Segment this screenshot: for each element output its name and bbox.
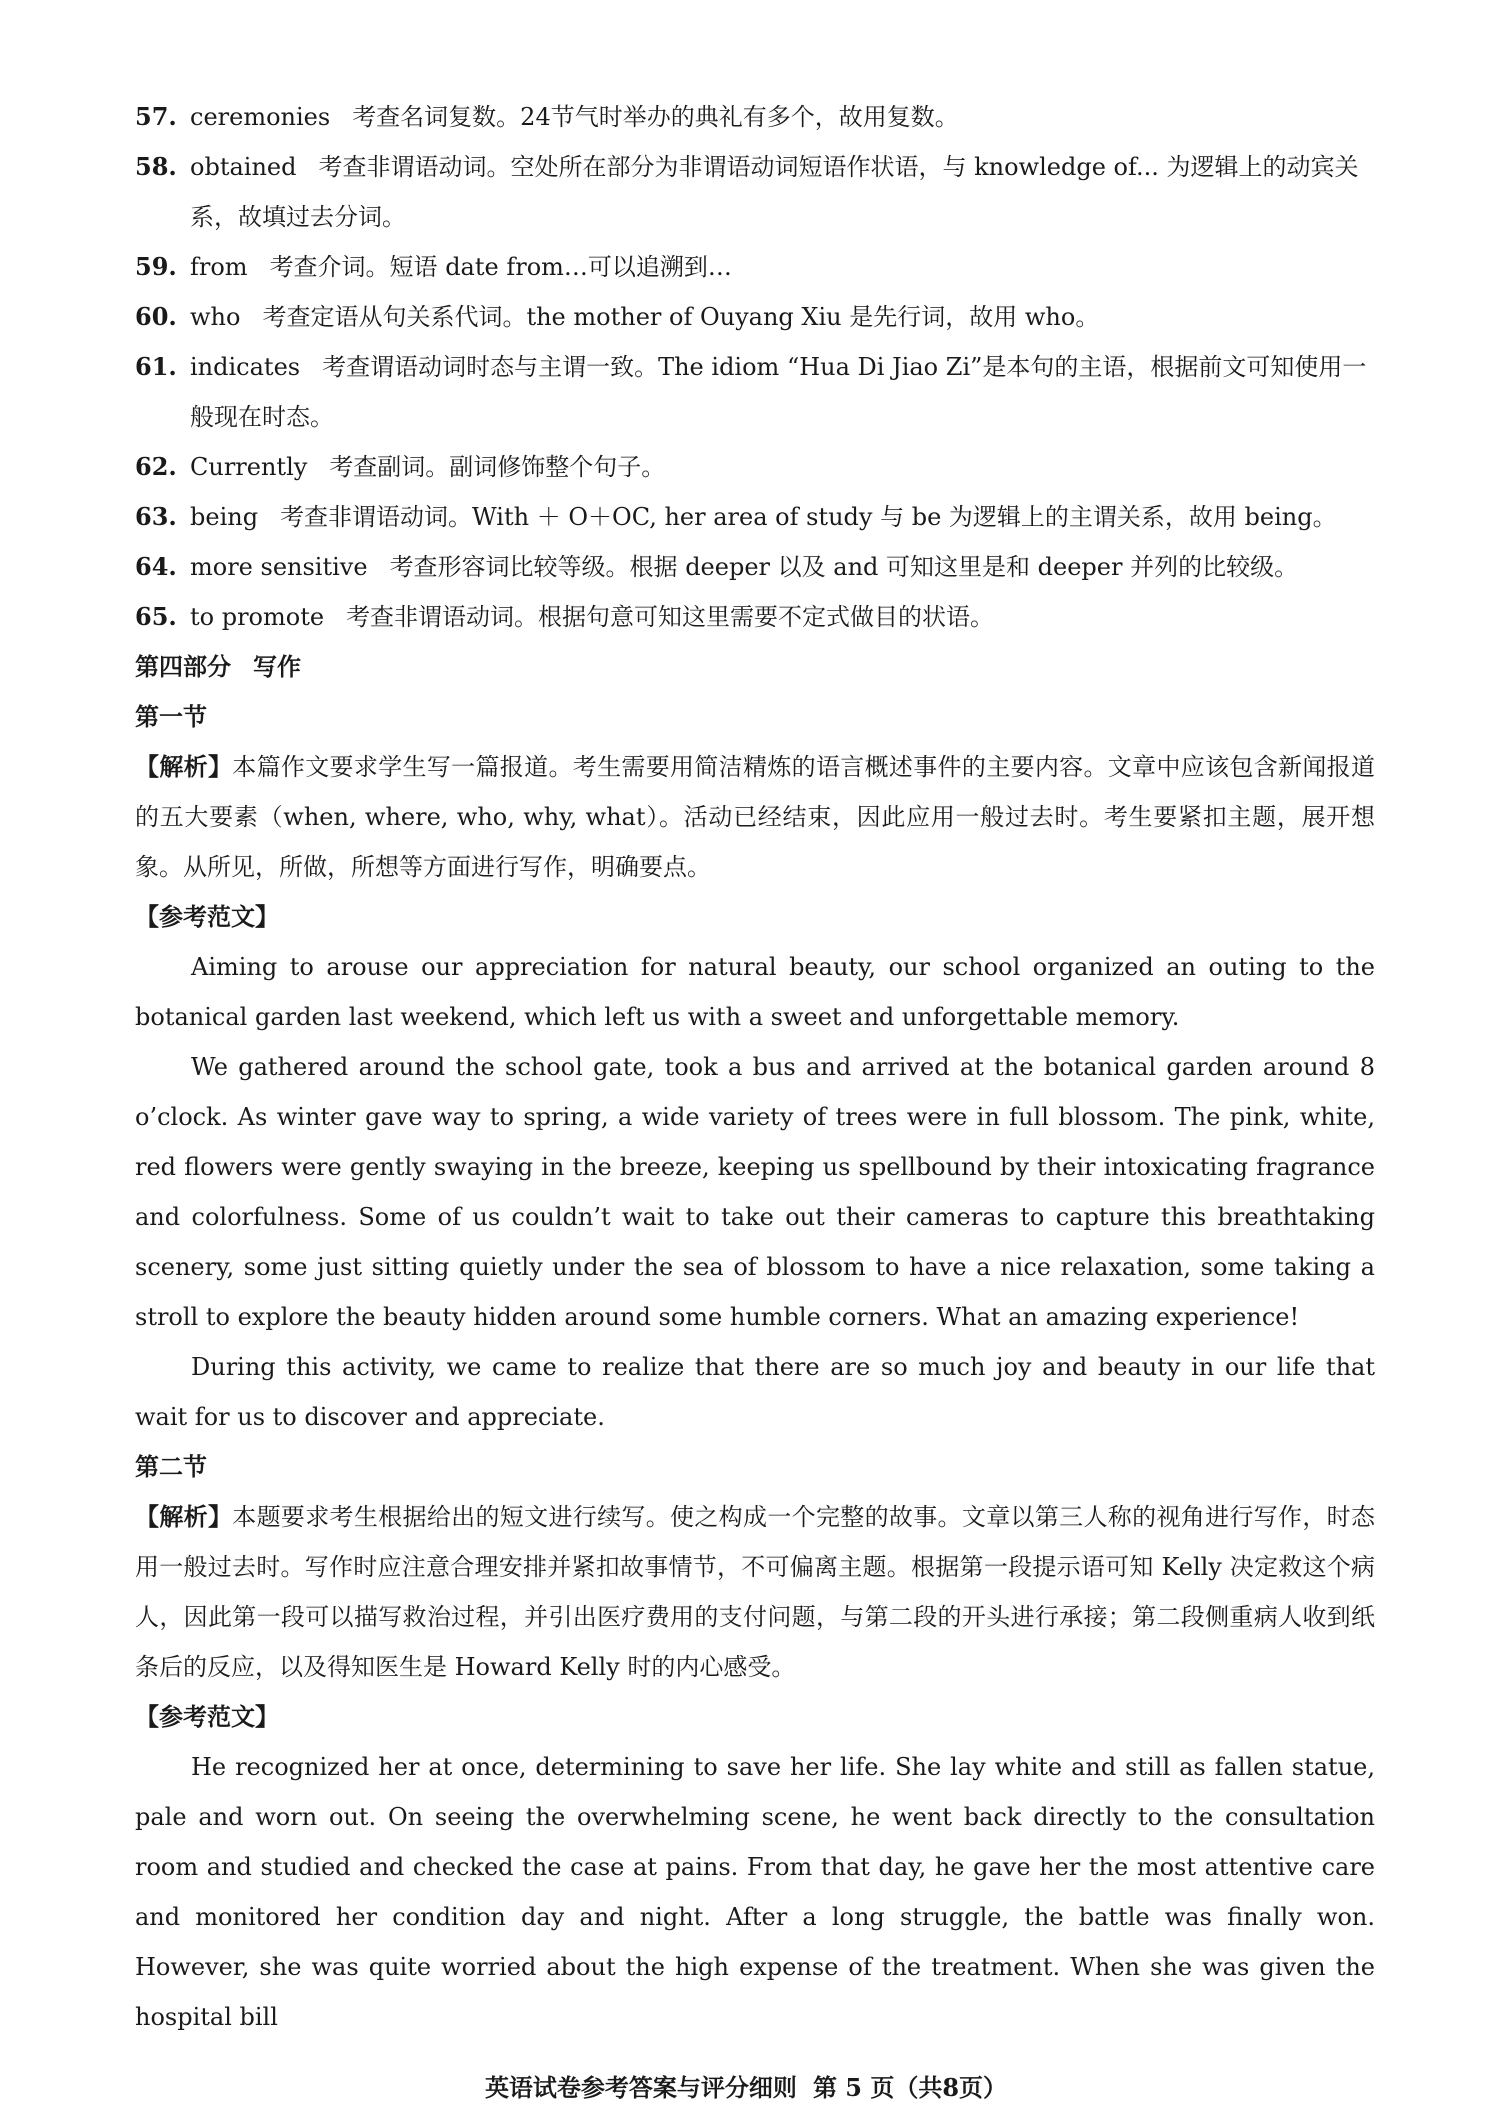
answer-item-57 (135, 92, 1375, 142)
answer-explanation: 考查定语从句关系代词。the mother of Ouyang Xiu 是先行词，故用 who。 (262, 303, 1100, 331)
answer-explanation: 考查副词。副词修饰整个句子。 (329, 453, 666, 481)
section2-paragraph-1: He recognized her at once, determining to save her life. She lay white and still as fallen statue, pale and worn out. On seeing the overwhelming scene, he went back directly to the consultation room and studied and checked the case at pains. From that day, he gave her the most attentive care and monitored her condition day and night. After a long struggle, the battle was finally won. However, she was quite worried about the high expense of the treatment. When she was given the hospital bill (135, 1753, 1375, 2031)
answer-body (190, 92, 1375, 142)
answer-number: 59. (135, 252, 177, 281)
answer-item-62 (135, 442, 1375, 492)
section1-sample-heading: 【参考范文】 (135, 902, 279, 931)
answer-item-58 (135, 142, 1375, 242)
answer-word: being (190, 503, 259, 531)
answer-number: 63. (135, 502, 177, 531)
answer-explanation: 考查非谓语动词。空处所在部分为非谓语动词短语作状语，与 knowledge of... 为逻辑上的动宾关系，故填过去分词。 (190, 153, 1359, 231)
answer-number: 57. (135, 102, 177, 131)
answer-word: obtained (190, 153, 297, 181)
section1-analysis (135, 742, 1375, 892)
answer-number: 65. (135, 602, 177, 631)
analysis-text: 本篇作文要求学生写一篇报道。考生需要用简洁精炼的语言概述事件的主要内容。文章中应该包含新闻报道的五大要素（when, where, who, why, what）。活动已经结束，因此应用一般过去时。考生要紧扣主题，展开想象。从所见，所做，所想等方面进行写作，明确要点。 (135, 753, 1375, 881)
page-footer (0, 2068, 1492, 2103)
part4-subtitle: 写作 (253, 652, 301, 681)
answer-item-64 (135, 542, 1375, 592)
answer-number: 62. (135, 452, 177, 481)
answer-item-60 (135, 292, 1375, 342)
answer-explanation: 考查介词。短语 date from…可以追溯到… (269, 253, 732, 281)
answer-number: 60. (135, 302, 177, 331)
analysis-text: 本题要求考生根据给出的短文进行续写。使之构成一个完整的故事。文章以第三人称的视角进行写作，时态用一般过去时。写作时应注意合理安排并紧扣故事情节，不可偏离主题。根据第一段提示语可知 Kelly 决定救这个病人，因此第一段可以描写救治过程，并引出医疗费用的支付问题，与第二段的开头进行承接；第二段侧重病人收到纸条后的反应，以及得知医生是 Howard Kelly 时的内心感受。 (135, 1503, 1375, 1681)
answer-body (190, 342, 1375, 442)
answer-body (190, 292, 1375, 342)
answer-explanation: 考查非谓语动词。根据句意可知这里需要不定式做目的状语。 (346, 603, 995, 631)
answer-word: indicates (190, 353, 301, 381)
section1-paragraph-2: We gathered around the school gate, took a bus and arrived at the botanical garden around 8 o’clock. As winter gave way to spring, a wide variety of trees were in full blossom. The pink, white, red flowers were gently swaying in the breeze, keeping us spellbound by their intoxicating fragrance and colorfulness. Some of us couldn’t wait to take out their cameras to capture this breathtaking scenery, some just sitting quietly under the sea of blossom to have a nice relaxation, some taking a stroll to explore the beauty hidden around some humble corners. What an amazing experience! (135, 1053, 1375, 1331)
answer-word: more sensitive (190, 553, 368, 581)
answer-explanation: 考查名词复数。24节气时举办的典礼有多个，故用复数。 (352, 103, 959, 131)
section2-sample-heading: 【参考范文】 (135, 1702, 279, 1731)
answer-explanation: 考查形容词比较等级。根据 deeper 以及 and 可知这里是和 deeper 并列的比较级。 (389, 553, 1299, 581)
part4-title: 第四部分 (135, 652, 231, 681)
part4-heading (135, 642, 1375, 692)
answer-explanation: 考查非谓语动词。With ＋ O＋OC, her area of study 与 be 为逻辑上的主谓关系，故用 being。 (280, 503, 1337, 531)
section1-heading: 第一节 (135, 702, 207, 731)
answer-word: who (190, 303, 241, 331)
analysis-tag: 【解析】 (135, 752, 233, 781)
answer-item-59 (135, 242, 1375, 292)
answer-item-65 (135, 592, 1375, 642)
answer-number: 61. (135, 352, 177, 381)
answer-word: from (190, 253, 248, 281)
answer-word: ceremonies (190, 103, 331, 131)
answer-item-63 (135, 492, 1375, 542)
answer-body (190, 492, 1375, 542)
answer-item-61 (135, 342, 1375, 442)
answer-body (190, 242, 1375, 292)
footer-title: 英语试卷参考答案与评分细则 (484, 2073, 797, 2102)
answer-number: 64. (135, 552, 177, 581)
analysis-tag: 【解析】 (135, 1502, 233, 1531)
page-content (135, 92, 1375, 2042)
answer-body (190, 542, 1375, 592)
answer-explanation: 考查谓语动词时态与主谓一致。The idiom “Hua Di Jiao Zi”是本句的主语，根据前文可知使用一般现在时态。 (190, 353, 1367, 431)
answer-body (190, 442, 1375, 492)
answer-body (190, 592, 1375, 642)
answer-word: Currently (190, 453, 308, 481)
answer-number: 58. (135, 152, 177, 181)
section2-analysis (135, 1492, 1375, 1692)
answer-body (190, 142, 1375, 242)
section1-paragraph-3: During this activity, we came to realize that there are so much joy and beauty in our life that wait for us to discover and appreciate. (135, 1353, 1375, 1431)
answer-word: to promote (190, 603, 325, 631)
footer-page-number: 第 5 页（共8页） (812, 2073, 1008, 2102)
section1-paragraph-1: Aiming to arouse our appreciation for natural beauty, our school organized an outing to the botanical garden last weekend, which left us with a sweet and unforgettable memory. (135, 953, 1375, 1031)
section2-heading: 第二节 (135, 1452, 207, 1481)
